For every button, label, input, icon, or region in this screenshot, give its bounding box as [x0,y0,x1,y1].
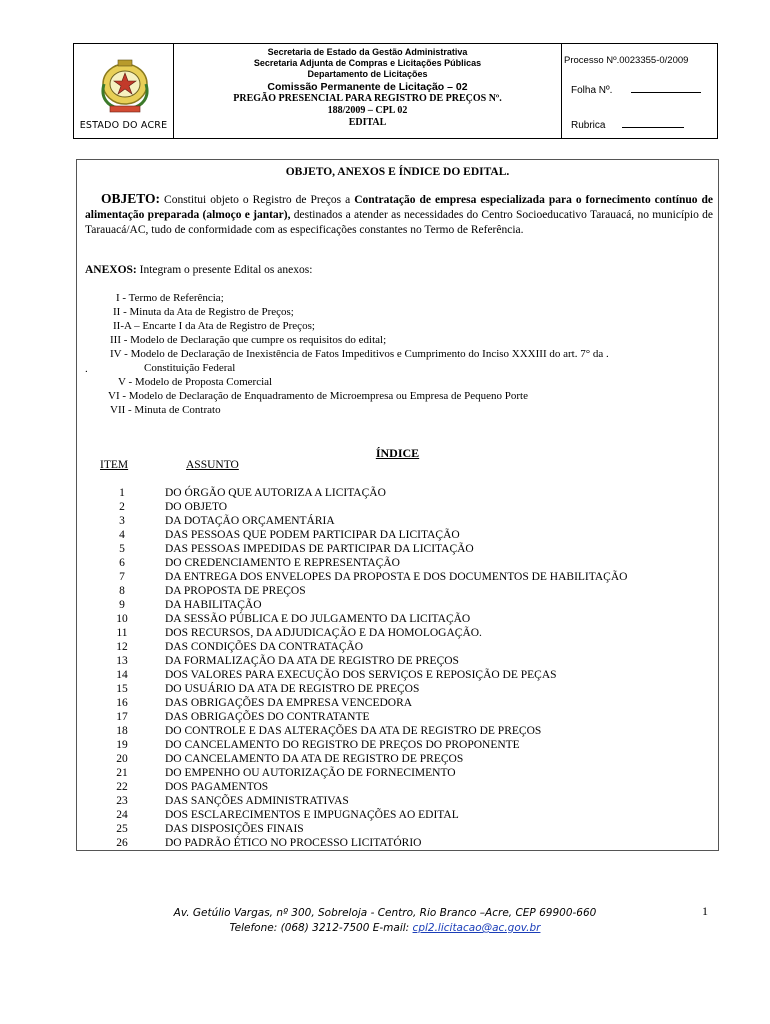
index-col-item: ITEM [100,459,129,471]
folha-field [571,85,701,96]
state-seal-icon [98,58,152,118]
index-item-number: 3 [119,515,125,527]
footer-email-link[interactable]: cpl2.licitacao@ac.gov.br [412,922,541,934]
index-item-number: 13 [116,655,128,667]
index-item-subject: DO EMPENHO OU AUTORIZAÇÃO DE FORNECIMENTO [165,767,456,779]
index-item-number: 15 [116,683,128,695]
index-item-number: 6 [119,557,125,569]
index-title: ÍNDICE [375,446,420,460]
adjunct-secretariat-line: Secretaria Adjunta de Compras e Licitações Públicas [253,58,482,68]
index-item-subject: DO CONTROLE E DAS ALTERAÇÕES DA ATA DE REGISTRO DE PREÇOS [165,725,542,737]
index-item-number: 14 [116,669,128,681]
index-item-number: 19 [116,739,128,751]
index-item-subject: DOS ESCLARECIMENTOS E IMPUGNAÇÕES AO EDITAL [165,809,459,821]
index-item-subject: DOS VALORES PARA EXECUÇÃO DOS SERVIÇOS E REPOSIÇÃO DE PEÇAS [165,669,557,681]
index-item-subject: DO CANCELAMENTO DA ATA DE REGISTRO DE PREÇOS [165,753,464,765]
index-item-subject: DA FORMALIZAÇÃO DA ATA DE REGISTRO DE PREÇOS [165,655,459,667]
annex-item: VI - Modelo de Declaração de Enquadramento de Microempresa ou Empresa de Pequeno Porte [108,390,528,402]
page-number: 1 [702,904,708,918]
anexos-label: ANEXOS: [85,264,137,276]
index-item-subject: DAS SANÇÕES ADMINISTRATIVAS [165,795,349,807]
index-item-subject: DA ENTREGA DOS ENVELOPES DA PROPOSTA E DOS DOCUMENTOS DE HABILITAÇÃO [165,571,628,583]
footer [0,906,770,936]
index-item-subject: DOS RECURSOS, DA ADJUDICAÇÃO E DA HOMOLOGAÇÃO. [165,627,482,639]
folha-label: Folha Nº. [571,85,613,96]
document-header [73,43,718,139]
index-item-subject: DO ÓRGÃO QUE AUTORIZA A LICITAÇÃO [165,487,386,499]
objeto-text-2: destinados a atender as necessidades do Centro Socioeducativo Tarauacá, no município de Tarauacá/AC, tudo de conformidade com as especificações constantes no Termo de Referência. [85,209,714,236]
index-item-subject: DAS CONDIÇÕES DA CONTRATAÇÃO [165,641,364,653]
annex-item: IV - Modelo de Declaração de Inexistência de Fatos Impeditivos e Cumprimento do Inciso XXXIII do art. 7° da . [110,348,609,360]
index-item-subject: DAS PESSOAS IMPEDIDAS DE PARTICIPAR DA LICITAÇÃO [165,543,474,555]
objeto-bold: Contratação de empresa especializada para o fornecimento contínuo de alimentação preparada (almoço e jantar), [85,194,713,221]
state-label: ESTADO DO ACRE [79,120,168,131]
index-item-number: 8 [119,585,125,597]
annex-item: VII - Minuta de Contrato [110,404,221,416]
pregao-line-1: PREGÃO PRESENCIAL PARA REGISTRO DE PREÇOS Nº. [233,93,502,104]
index-item-subject: DO USUÁRIO DA ATA DE REGISTRO DE PREÇOS [165,683,420,695]
anexos-line [85,264,312,276]
index-item-subject: DA PROPOSTA DE PREÇOS [165,585,306,597]
index-item-number: 1 [119,487,125,499]
header-seal-cell [74,44,174,138]
annex-item-continuation: Constituição Federal [144,362,236,374]
objeto-lead: OBJETO: [101,191,161,206]
index-item-subject: DAS OBRIGAÇÕES DA EMPRESA VENCEDORA [165,697,413,709]
secretariat-line: Secretaria de Estado da Gestão Administrativa [267,47,468,57]
edital-line: EDITAL [348,117,387,128]
pregao-line-2: 188/2009 – CPL 02 [327,105,408,116]
index-item-number: 10 [116,613,128,625]
annex-item: I - Termo de Referência; [116,292,224,304]
objeto-paragraph [85,191,713,238]
index-item-subject: DA HABILITAÇÃO [165,599,262,611]
annex-item: II - Minuta da Ata de Registro de Preços; [113,306,294,318]
index-item-number: 18 [116,725,128,737]
index-item-subject: DA SESSÃO PÚBLICA E DO JULGAMENTO DA LICITAÇÃO [165,613,471,625]
index-item-number: 21 [116,767,128,779]
index-item-subject: DO CREDENCIAMENTO E REPRESENTAÇÃO [165,557,400,569]
footer-contact [0,921,770,936]
index-col-assunto: ASSUNTO [186,459,239,471]
header-process-cell [562,44,717,138]
section-title: OBJETO, ANEXOS E ÍNDICE DO EDITAL. [285,166,510,178]
index-item-subject: DOS PAGAMENTOS [165,781,269,793]
index-item-number: 20 [116,753,128,765]
annex-item: V - Modelo de Proposta Comercial [118,376,273,388]
index-item-subject: DAS OBRIGAÇÕES DO CONTRATANTE [165,711,370,723]
rubrica-field [571,120,684,131]
footer-phone: Telefone: (068) 3212-7500 E-mail: [229,922,413,934]
index-item-number: 9 [119,599,125,611]
index-item-number: 22 [116,781,128,793]
index-item-number: 2 [119,501,125,513]
index-item-subject: DO PADRÃO ÉTICO NO PROCESSO LICITATÓRIO [165,837,422,849]
index-item-number: 23 [116,795,128,807]
content-box [76,159,719,851]
index-item-subject: DA DOTAÇÃO ORÇAMENTÁRIA [165,515,335,527]
index-item-number: 26 [116,837,128,849]
process-number: Processo Nº.0023355-0/2009 [564,55,689,66]
annex-item: III - Modelo de Declaração que cumpre os requisitos do edital; [110,334,387,346]
commission-line: Comissão Permanente de Licitação – 02 [267,81,468,93]
index-item-number: 24 [116,809,128,821]
index-item-number: 11 [116,627,128,639]
index-item-number: 25 [116,823,128,835]
index-item-number: 12 [116,641,128,653]
rubrica-blank-line [622,126,684,128]
index-item-number: 16 [116,697,128,709]
footer-address: Av. Getúlio Vargas, nº 300, Sobreloja - Centro, Rio Branco –Acre, CEP 69900-660 [173,907,597,919]
index-item-number: 7 [119,571,125,583]
index-item-subject: DAS DISPOSIÇÕES FINAIS [165,823,304,835]
stray-dot: . [85,363,88,375]
anexos-text: Integram o presente Edital os anexos: [136,264,313,276]
folha-blank-line [631,91,701,93]
index-item-number: 17 [116,711,128,723]
header-title-cell [174,44,562,138]
objeto-text-1: Constitui objeto o Registro de Preços a [160,194,355,206]
index-item-subject: DO OBJETO [165,501,228,513]
index-item-subject: DO CANCELAMENTO DO REGISTRO DE PREÇOS DO PROPONENTE [165,739,520,751]
rubrica-label: Rubrica [571,120,606,131]
annex-item: II-A – Encarte I da Ata de Registro de Preços; [113,320,315,332]
department-line: Departamento de Licitações [307,69,428,79]
index-item-number: 5 [119,543,125,555]
index-item-number: 4 [119,529,125,541]
index-item-subject: DAS PESSOAS QUE PODEM PARTICIPAR DA LICITAÇÃO [165,529,460,541]
